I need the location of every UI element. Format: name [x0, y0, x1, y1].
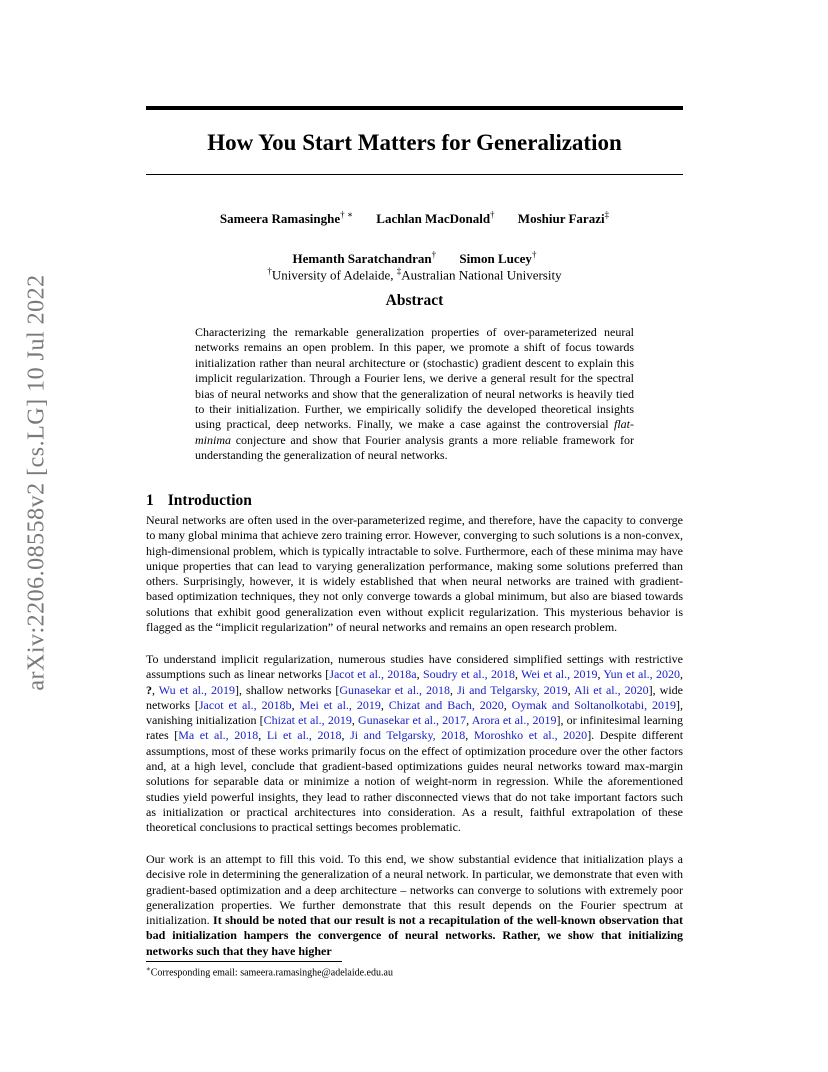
arxiv-identifier — [23, 273, 50, 691]
section-number: 1 — [146, 492, 154, 509]
citation-link[interactable]: Wei et al., 2019 — [521, 667, 598, 682]
paragraph-text: , — [380, 697, 389, 712]
citation-link[interactable]: Gunasekar et al., 2017 — [358, 713, 467, 728]
paragraph-text: , — [503, 697, 512, 712]
paragraph-text: , — [567, 682, 574, 697]
paragraph-text: ], wide networks [ — [146, 682, 683, 712]
author: Sameera Ramasinghe† ∗ — [219, 210, 354, 227]
paragraph-text: , — [450, 682, 458, 697]
paragraph-text: , — [341, 728, 351, 743]
abstract-heading: Abstract — [385, 292, 444, 309]
author: Moshiur Farazi‡ — [517, 210, 610, 227]
citation-link[interactable]: Li et al., 2018 — [266, 728, 342, 743]
section-title: Introduction — [167, 492, 252, 509]
affiliations: †University of Adelaide, ‡Australian National University — [267, 266, 562, 283]
citation-link[interactable]: Ji and Telgarsky, 2018 — [350, 728, 466, 743]
citation-link[interactable]: Ma et al., 2018 — [178, 728, 259, 743]
intro-paragraph-3-bold: It should be noted that our result is not a recapitulation of the well-known observation that bad initialization hampers the convergence of neural networks. Rather, we show that initializing networks such that they have higher — [146, 913, 683, 958]
paragraph-text: , — [258, 728, 267, 743]
citation-link[interactable]: Moroshko et al., 2020 — [473, 728, 588, 743]
paragraph-text: , — [466, 713, 472, 728]
title-rule-top — [146, 106, 683, 110]
author: Lachlan MacDonald† — [376, 210, 495, 227]
paragraph-text: , — [291, 697, 300, 712]
paragraph-text: , — [680, 667, 684, 682]
intro-paragraph-1: Neural networks are often used in the over-parameterized regime, and therefore, have the capacity to converge to many global minima that achieve zero training error. However, converging to such solutions is a non-convex, high-dimensional problem, which is typically intractable to solve. Furthermore, each of these minima may have unique properties that can lead to varying generalization performance, making some solutions preferred than others. Surprisingly, however, it is widely established that when neural networks are trained with gradient-based optimization techniques, they not only converge towards a global minimum, but also are biased towards solutions that exhibit good generalization even without explicit regularization. This mysterious behavior is flagged as the “implicit regularization” of neural networks and remains an open research problem. — [146, 513, 683, 635]
title-rule-bottom — [146, 174, 683, 175]
paper-title: How You Start Matters for Generalization — [207, 130, 622, 155]
paragraph-text: , — [416, 667, 423, 682]
citation-link[interactable]: Wu et al., 2019 — [158, 682, 236, 697]
abstract-emphasis: flat-minima — [195, 417, 634, 447]
citation-link[interactable]: Yun et al., 2020 — [603, 667, 681, 682]
citation-link[interactable]: Soudry et al., 2018 — [422, 667, 515, 682]
paragraph-text: , — [514, 667, 522, 682]
citation-link[interactable]: Jacot et al., 2018a — [329, 667, 417, 682]
citation-link[interactable]: Arora et al., 2019 — [471, 713, 557, 728]
citation-link[interactable]: Gunasekar et al., 2018 — [339, 682, 451, 697]
citation-link[interactable]: Ji and Telgarsky, 2019 — [457, 682, 568, 697]
section-heading-introduction — [146, 492, 252, 510]
paragraph-text: ], shallow networks [ — [235, 682, 340, 697]
citation-link[interactable]: Ali et al., 2020 — [573, 682, 649, 697]
citation-link[interactable]: Jacot et al., 2018b — [198, 697, 292, 712]
arxiv-identifier-text: arXiv:2206.08558v2 [cs.LG] 10 Jul 2022 — [23, 273, 50, 691]
paragraph-text: ], or infinitesimal learning rates [ — [146, 713, 683, 743]
author: Simon Lucey† — [459, 250, 537, 267]
paragraph-text: , — [351, 713, 359, 728]
intro-paragraph-3: Our work is an attempt to fill this void. To this end, we show substantial evidence that initialization plays a decisive role in determining the generalization of a neural network. In particular, we demonstrate that even with gradient-based optimization and a deep architecture – networks can converge to solutions with extremely poor generalization properties. We further demonstrate that this result depends on the Fourier spectrum at initialization. It should be noted that our result is not a recapitulation of the well-known observation that bad initialization hampers the convergence of neural networks. Rather, we show that initializing networks such that they have higher — [146, 852, 683, 958]
authors-row-2 — [146, 250, 683, 267]
paragraph-text: ]. Despite different assumptions, most of these works primarily focus on the effect of optimization procedure over the other factors and, at a high level, conclude that gradient-based optimizations guides neural networks toward max-margin solutions for separable data or minimize a notion of weight-norm in regression. While the aforementioned studies yield powerful insights, they lead to rather disconnected views that do not take important factors such as initialization or practical architectures into consideration. As a result, faithful extrapolation of these theoretical conclusions to practical settings becomes problematic. — [146, 728, 684, 835]
abstract-body: Characterizing the remarkable generalization properties of over-parameterized neural networks remains an open problem. In this paper, we promote a shift of focus towards initialization rather than neural architecture or (stochastic) gradient descent to explain this implicit regularization. Through a Fourier lens, we derive a general result for the spectral bias of neural networks and show that the generalization of neural networks is heavily tied to their initialization. Further, we empirically solidify the developed theoretical insights using practical, deep networks. Finally, we make a case against the controversial flat-minima conjecture and show that Fourier analysis grants a more reliable framework for understanding the generalization of neural networks. — [195, 325, 634, 463]
paragraph-text: , — [152, 682, 159, 697]
paragraph-text: ], vanishing initialization [ — [146, 697, 684, 728]
paragraph-text: , — [465, 728, 474, 743]
footnote-rule — [146, 961, 342, 962]
missing-citation: ? — [146, 682, 152, 697]
paragraph-text: , — [597, 667, 604, 682]
author: Hemanth Saratchandran† — [292, 250, 437, 267]
paragraph-text: To understand implicit regularization, numerous studies have considered simplified settings with restrictive assumptions such as linear networks [ — [146, 652, 683, 682]
citation-link[interactable]: Oymak and Soltanolkotabi, 2019 — [511, 697, 677, 712]
footnote: ∗Corresponding email: sameera.ramasinghe@adelaide.edu.au — [146, 965, 393, 979]
citation-link[interactable]: Chizat and Bach, 2020 — [388, 697, 504, 712]
citation-link[interactable]: Mei et al., 2019 — [299, 697, 381, 712]
intro-paragraph-2 — [146, 652, 683, 836]
citation-link[interactable]: Chizat et al., 2019 — [263, 713, 352, 728]
authors-row-1 — [146, 210, 683, 227]
